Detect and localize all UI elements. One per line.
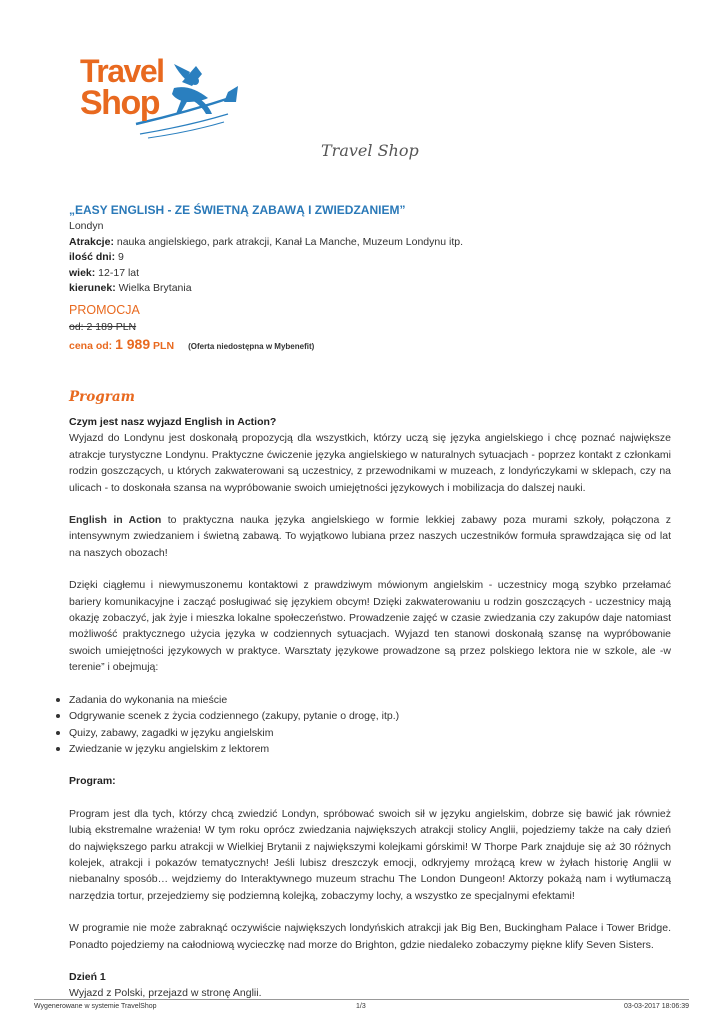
footer-generated: Wygenerowane w systemie TravelShop xyxy=(34,1003,157,1010)
day-label: Dzień 1 xyxy=(69,970,106,983)
trip-days: ilość dni: 9 xyxy=(69,251,124,263)
page-footer xyxy=(34,999,689,1010)
question-heading: Czym jest nasz wyjazd English in Action? xyxy=(69,416,277,428)
brand-title: Travel Shop xyxy=(321,141,419,160)
trip-title: „EASY ENGLISH - ZE ŚWIETNĄ ZABAWĄ I ZWIEDZANIEM” xyxy=(69,203,406,217)
travelshop-logo xyxy=(78,52,238,140)
list-item: Zadania do wykonania na mieście xyxy=(69,692,671,708)
old-price: od: 2 189 PLN xyxy=(69,321,137,333)
paragraph: Program jest dla tych, którzy chcą zwiedzić Londyn, spróbować swoich sił w języku angielskim, dobrze się bawić jak również lubią ekstremalne wrażenia! W tym roku oprócz zwiedzania największych atrakcji stolicy Anglii, pojedziemy także na cały dzień do największego parku atrakcji w Wielkiej Brytanii z największymi kolejkami górskimi! W Thorpe Park znajduje się aż 30 różnych kolejek, atrakcji i pokazów tematycznych! Jeśli lubisz dreszczyk emocji, odkryjemy mrożącą krew w żyłach historię Anglii w niebanalny sposób… wejdziemy do Interaktywnego muzeum strachu The London Dungeon! Aktorzy pokażą nam i wytłumaczą narzędzia tortur, przejedziemy się podziemną kolejką, zobaczymy lochy, a wszystko ze specjalnymi efektami! xyxy=(69,807,671,902)
price-amount: 1 989 xyxy=(115,336,151,352)
footer-timestamp: 03-03-2017 18:06:39 xyxy=(624,1003,689,1010)
program-subheading: Program: xyxy=(69,775,116,788)
logo-line1: Travel xyxy=(80,53,164,89)
logo-line2: Shop xyxy=(80,84,159,122)
list-item: Odgrywanie scenek z życia codziennego (zakupy, pytanie o drogę, itp.) xyxy=(69,708,671,724)
trip-direction: kierunek: Wielka Brytania xyxy=(69,282,192,294)
trip-meta xyxy=(69,219,463,297)
paragraph: W programie nie może zabraknąć oczywiście największych londyńskich atrakcji jak Big Ben, Buckingham Palace i Tower Bridge. Ponadto pojedziemy na całodniową wycieczkę nad morze do Brighton, gdzie niedaleko zobaczymy piękne klify Seven Sisters. xyxy=(69,922,671,951)
witch-on-broom-icon xyxy=(78,52,238,140)
paragraph: Wyjazd do Londynu jest doskonałą propozycją dla wszystkich, którzy uczą się języka angielskiego i chcę poznać największe atrakcje turystyczne Londynu. Praktyczne ćwiczenie języka angielskiego w naturalnych sytuacjach - poprzez kontakt z członkami rodzin goszczących, u których zakwaterowani są uczestnicy, z przewodnikami w muzeach, z londyńczykami w sklepach, czy na ulicach - to doskonała szansa na wypróbowanie swoich umiejętności językowych i mobilizacja do dalszej nauki. xyxy=(69,432,671,494)
paragraph: English in Action to praktyczna nauka języka angielskiego w formie lekkiej zabawy poza murami szkoły, połączona z intensywnym zwiedzaniem i świetną zabawą. To wyjątkowo lubiana przez naszych uczestników formuła sprawdzająca się od lat na naszych obozach! xyxy=(69,514,672,559)
program-content xyxy=(69,414,671,1002)
new-price: cena od: 1 989 PLN (Oferta niedostępna w Mybenefit) xyxy=(69,336,315,352)
footer-page-number: 1/3 xyxy=(356,1003,366,1010)
workshop-list xyxy=(69,692,671,758)
trip-city: Londyn xyxy=(69,220,104,232)
price-note: (Oferta niedostępna w Mybenefit) xyxy=(188,342,315,351)
day-text: Wyjazd z Polski, przejazd w stronę Anglii. xyxy=(69,987,262,1000)
paragraph: Dzięki ciągłemu i niewymuszonemu kontaktowi z prawdziwym mówionym angielskim - uczestnicy mogą szybko przełamać bariery komunikacyjne i zacząć posługiwać się językiem obcym! Dzięki zakwaterowaniu u rodzin goszczących - uczestnicy mają okazję zobaczyć, jak żyje i mieszka lokalne społeczeństwo. Prowadzenie zajęć w czasie zwiedzania czy zakupów daje natomiast możliwość praktycznego użycia języka w codziennych sytuacjach. Wyjazd ten stanowi doskonałą szansę na wypróbowanie swoich umiejętności językowych w praktyce. Warsztaty językowe prowadzone są przez polskiego lektora nie w szkole, ale -w terenie” i obejmują: xyxy=(69,579,671,674)
promo-label: PROMOCJA xyxy=(69,303,140,317)
trip-age: wiek: 12-17 lat xyxy=(69,266,140,279)
trip-attractions: Atrakcje: nauka angielskiego, park atrakcji, Kanał La Manche, Muzeum Londynu itp. xyxy=(69,235,463,248)
list-item: Quizy, zabawy, zagadki w języku angielskim xyxy=(69,725,671,741)
list-item: Zwiedzanie w języku angielskim z lektorem xyxy=(69,741,671,757)
program-heading: Program xyxy=(69,389,135,405)
